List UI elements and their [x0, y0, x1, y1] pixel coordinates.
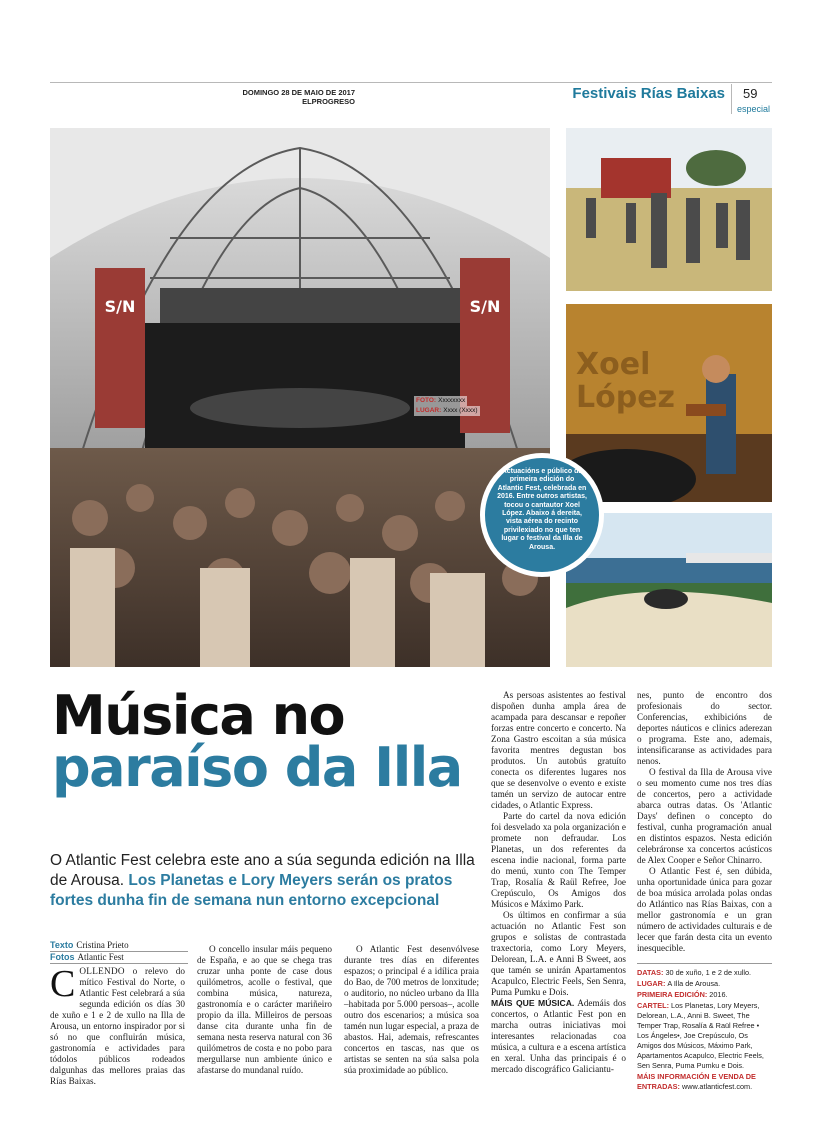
photo-credit-label: FOTO: — [416, 397, 437, 404]
banner-logo-right: S/N — [469, 297, 501, 316]
byline-text — [50, 940, 188, 952]
info-tickets-value: www.atlanticfest.com. — [681, 1082, 753, 1091]
festival-crowd-photo — [566, 128, 772, 291]
info-place-label: LUGAR: — [637, 979, 666, 988]
xoel-lopez-photo — [566, 304, 772, 502]
header-date: DOMINGO 28 DE MAIO DE 2017 — [242, 88, 355, 97]
page-number: 59 — [743, 86, 758, 101]
header-paper-name: ELPROGRESO — [302, 96, 355, 106]
article-paragraph: O Atlantic Fest desenvólvese durante tres días en diferentes espazos; o principal é a idílica praia do Bao, de 700 metros de lonxitude; o auditorio, no núcleo urbano da Illa –habitada por 5.000 persoas–, acolle outro dos escenarios; a música soa tamén nun lugar especial, a praza de abastos. Hai, ademais, refrescantes concertos en tascas, nas que os artistas se senten na súa salsa pola súa proximidade ao público. — [344, 944, 479, 1075]
byline-text-author: Cristina Prieto — [76, 940, 129, 950]
drop-cap: C — [50, 963, 76, 1005]
info-first-label: PRIMEIRA EDICIÓN: — [637, 990, 708, 999]
article-paragraph: nes, punto de encontro dos profesionais do sector. Conferencias, exhibicións de deportes náuticos e clinics aderezan o programa. Este ano, ademais, intensificaranse as actividades para nenos. — [637, 690, 772, 766]
article-paragraph: Parte do cartel da nova edición foi desvelado xa pola organización e promete non defraudar. Los Planetas, un dos referentes da escena indie nacional, forma parte do menú, xunto con The Temper Trap, Rosalía & Raül Refree, Joe Crepúsculo, Os Amigos dos Músicos e Máximo Park. — [491, 811, 626, 909]
stage-sign-line: López — [576, 380, 676, 415]
subheadline — [50, 851, 490, 911]
photo-credit — [414, 396, 467, 406]
article-paragraph — [50, 963, 185, 1087]
info-dates — [637, 968, 772, 978]
stage-sign-line: Xoel — [576, 347, 651, 382]
info-lineup-label: CARTEL: — [637, 1001, 670, 1010]
info-lineup — [637, 1001, 772, 1071]
article-paragraph: As persoas asistentes ao festival dispoñen dunha ampla área de acampada para descansar e repoñer forzas entre concerto e concerto. Na Zona Gastro escoitan a súa música favorita mentres degustan bos produtos. Un autobús gratuíto conecta os diferentes lugares nos que se desenvolve o evento e existe tamén un servizo de autocar entre cidades, o Atlantic Express. — [491, 690, 626, 810]
article-column-4 — [491, 690, 626, 1075]
header-separator — [731, 84, 732, 114]
article-paragraph: O Atlantic Fest é, sen dúbida, unha oportunidade única para gozar de boa música arrolada polas ondas do Atlántico nas Rías Baixas, con a mellor gastronomía e un gran número de actividades culturais e de lecer que farán desta cita un evento inesquecible. — [637, 866, 772, 953]
header-dateline — [190, 89, 355, 106]
info-lineup-value: Los Planetas, Lory Meyers, Delorean, L.A., Anni B. Sweet, The Temper Trap, Rosalía & Raül Refree • Los Ángeles•, Joe Crepúsculo, Os Amigos dos Músicos, Máximo Park, Apartamentos Acapulco, Electric Feels, Sen Senra, Puma Pumku e Dois. — [637, 1001, 764, 1070]
byline-text-label: Texto — [50, 940, 74, 950]
headline-line-1: Música no — [52, 684, 345, 747]
banner-logo-left: S/N — [104, 297, 136, 316]
article-column-3 — [344, 944, 479, 1076]
main-concert-photo — [50, 128, 550, 667]
article-paragraph: Os últimos en confirmar a súa actuación no Atlantic Fest son grupos e solistas de contrastada traxectoria, como Lory Meyers, Delorean, L.A. e Anni B Sweet, aos que tamén se unirán Apartamentos Acapulco, Electric Feels, Sen Senra, Puma Pumku e Dois. — [491, 910, 626, 997]
article-paragraph: O festival da Illa de Arousa vive o seu momento cume nos tres días de concertos, pero a actividade abarca outras datas. Os 'Atlantic Days' definen o concepto do festival, cunha programación anual en distintos espazos. Nesta edición celebráronse xa concertos acústicos de Alex Cooper e Señor Chinarro. — [637, 767, 772, 865]
subhead-highlight: Los Planetas e Lory Meyers serán os pratos fortes dunha fin de semana nun entorno excepcional — [50, 872, 453, 909]
subhead-lead: O Atlantic Fest celebra este ano a súa segunda edición na Illa de Arousa. — [50, 852, 475, 889]
header-rule — [50, 82, 772, 83]
photo-credit-value: Xxxxxxxx — [438, 397, 466, 404]
article-text: o relevo do mítico Festival do Norte, o Atlantic Fest celebrará a súa segunda edición os días 30 de xuño e 1 e 2 de xullo na Illa de Arousa, un entorno inspirador por si só no que confluirán música, gastronomía e actividades para tódolos públicos rodeados dalgunhas das mellores praias das Rías Baixas. — [50, 966, 185, 1086]
lead-caps: OLLENDO — [79, 966, 125, 976]
photo-caption: Actuacións e público da primeira edición do Atlantic Fest, celebrada en 2016. Entre outros artistas, tocou o cantautor Xoel López. Abaixo á dereita, vista aérea do recinto privilexiado no que ten lugar o festival da Illa de Arousa. — [480, 453, 604, 577]
headline — [52, 684, 462, 799]
info-dates-value: 30 de xuño, 1 e 2 de xullo. — [665, 968, 752, 977]
place-credit-label: LUGAR: — [416, 407, 442, 414]
place-credit — [414, 406, 480, 416]
article-text: Ademáis dos concertos, o Atlantic Fest pon en marcha outras iniciativas moi interesantes relacionadas coa música, a cultura e a escena artística en xeral. Unha das principais é o mercado discográfico Galiciantu- — [491, 998, 626, 1074]
info-dates-label: DATAS: — [637, 968, 664, 977]
place-credit-value: Xxxx (Xxxx) — [443, 407, 478, 414]
info-place-value: A Illa de Arousa. — [667, 979, 721, 988]
article-column-1 — [50, 963, 185, 1087]
page-tag: especial — [737, 104, 771, 114]
article-column-2 — [197, 944, 332, 1076]
info-tickets — [637, 1072, 772, 1092]
subsection-lead: MÁIS QUE MÚSICA. — [491, 998, 575, 1008]
article-paragraph — [491, 998, 626, 1075]
section-title: Festivais Rías Baixas — [572, 85, 725, 102]
article-column-5 — [637, 690, 772, 954]
info-place — [637, 979, 772, 989]
info-tickets-label: MÁIS INFORMACIÓN E VENDA DE ENTRADAS: — [637, 1072, 756, 1091]
byline — [50, 940, 188, 964]
byline-photo-label: Fotos — [50, 952, 75, 962]
info-first-edition — [637, 990, 772, 1000]
headline-line-2: paraíso da Illa — [52, 736, 462, 799]
article-paragraph: O concello insular máis pequeno de España, e ao que se chega tras cruzar unha ponte de case dous quilómetros, acolle o festival, que combina música, natureza, gastronomía e o carácter mariñeiro propio da illa. Milleiros de persoas danse cita durante unha fin de semana nesta reserva natural con 36 quilómetros de costa e no pobo para mergullarse nun ambiente único e afastarse do mundanal ruído. — [197, 944, 332, 1075]
info-first-value: 2016. — [709, 990, 728, 999]
byline-photo-author: Atlantic Fest — [77, 952, 124, 962]
festival-info-box — [637, 963, 772, 1093]
